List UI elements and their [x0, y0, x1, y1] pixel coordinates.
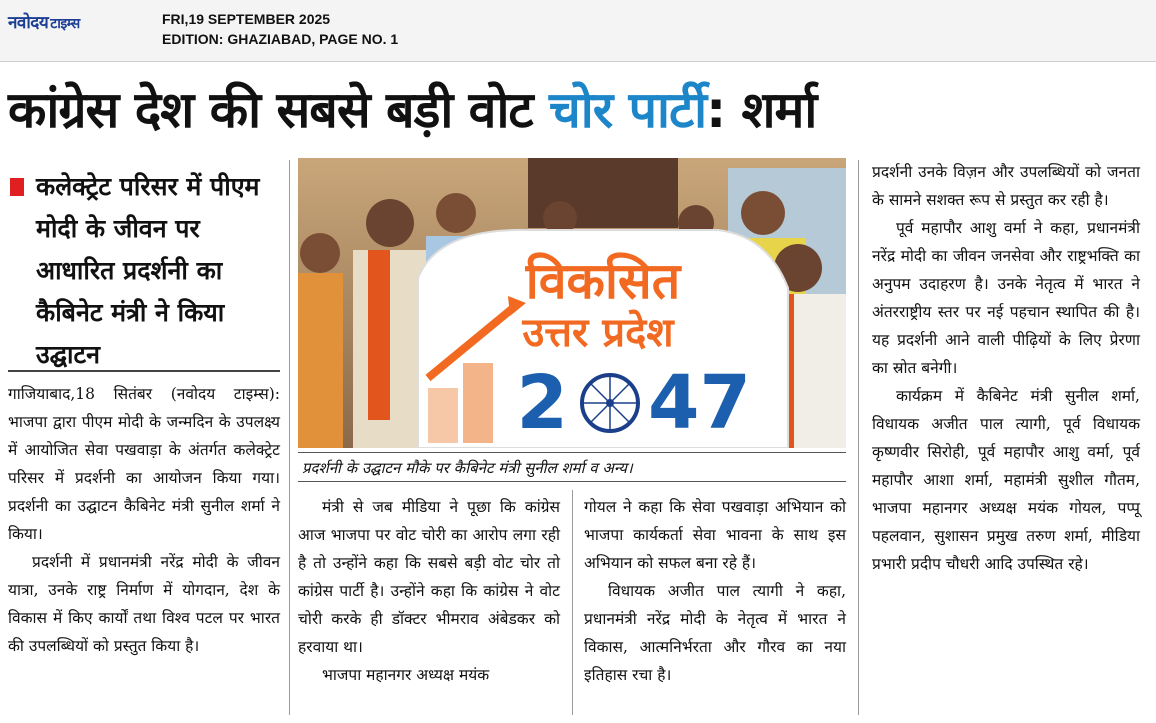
article-column-1: [8, 380, 280, 660]
logo-main-text: नवोदय: [8, 13, 49, 33]
banner-year-left: 2: [516, 360, 568, 446]
article-paragraph: विधायक अजीत पाल त्यागी ने कहा, प्रधानमंत्री नरेंद्र मोदी के नेतृत्व में भारत ने विकास, आत्मनिर्भरता और गौरव का नया इतिहास रचा है।: [584, 582, 846, 684]
article-column-4: [872, 158, 1140, 578]
edition-line: EDITION: GHAZIABAD, PAGE NO. 1: [162, 31, 399, 47]
subhead-divider: [8, 370, 280, 372]
article-paragraph: कार्यक्रम में कैबिनेट मंत्री सुनील शर्मा, विधायक अजीत पाल त्यागी, पूर्व विधायक कृष्णवीर सिरोही, पूर्व महापौर आशु वर्मा, पूर्व महापौर आशा शर्मा, महामंत्री सुशील गौतम, भाजपा महानगर अध्यक्ष मयंक गोयल, पप्पू पहलवान, सुशासन प्रमुख तरुण शर्मा, मीडिया प्रभारी प्रदीप चौधरी आदि उपस्थित रहे।: [872, 387, 1140, 573]
photo-caption: प्रदर्शनी के उद्घाटन मौके पर कैबिनेट मंत्री सुनील शर्मा व अन्य।: [298, 452, 846, 482]
banner-title-1: विकसित: [525, 252, 681, 310]
article-paragraph: भाजपा महानगर अध्यक्ष मयंक: [322, 666, 490, 684]
subheadline-box: [8, 160, 280, 370]
article-paragraph: गोयल ने कहा कि सेवा पखवाड़ा अभियान को भाजपा कार्यकर्ता सेवा भावना के साथ इस अभियान को सफल बना रहे हैं।: [584, 498, 846, 572]
article-paragraph: प्रदर्शनी में प्रधानमंत्री नरेंद्र मोदी के जीवन यात्रा, उनके राष्ट्र निर्माण में योगदान, देश के विकास में किए कार्यों तथा विश्व पटल पर भारत की उपलब्धियों को प्रस्तुत किया है।: [8, 553, 280, 655]
logo-sub-text: टाइम्स: [50, 16, 80, 32]
headline-accent: चोर पार्टी: [549, 81, 707, 139]
article-paragraph: प्रदर्शनी उनके विज़न और उपलब्धियों को जनता के सामने सशक्त रूप से प्रस्तुत कर रही है।: [872, 163, 1140, 209]
news-photo[interactable]: [298, 158, 846, 448]
vikasit-up-banner: [418, 230, 788, 448]
article-column-2: [298, 493, 560, 689]
article-column-3: [584, 493, 846, 689]
newspaper-logo[interactable]: [8, 10, 80, 33]
article-paragraph: गाजियाबाद,18 सितंबर (नवोदय टाइम्स): भाजपा द्वारा पीएम मोदी के जन्मदिन के उपलक्ष्य में आयोजित सेवा पखवाड़ा के अंतर्गत कलेक्ट्रेट परिसर में प्रदर्शनी का आयोजन किया गया। प्रदर्शनी का उद्घाटन कैबिनेट मंत्री सुनील शर्मा ने किया।: [8, 385, 280, 543]
article-paragraph: पूर्व महापौर आशु वर्मा ने कहा, प्रधानमंत्री नरेंद्र मोदी का जीवन जनसेवा और राष्ट्रभक्ति का अनुपम उदाहरण है। उनके नेतृत्व में भारत ने अंतरराष्ट्रीय स्तर पर नई पहचान स्थापित की है। यह प्रदर्शनी आने वाली पीढ़ियों के लिए प्रेरणा का स्रोत बनेगी।: [872, 219, 1140, 377]
edition-meta: [162, 9, 398, 49]
masthead-bar: [0, 0, 1156, 62]
banner-title-2: उत्तर प्रदेश: [522, 310, 674, 356]
column-divider: [858, 160, 859, 715]
headline-part-3: : शर्मा: [706, 81, 817, 139]
photo-illustration: [298, 158, 846, 448]
page-headline: [8, 70, 1148, 150]
column-divider: [572, 490, 573, 715]
subheadline: कलेक्ट्रेट परिसर में पीएम मोदी के जीवन पर आधारित प्रदर्शनी का कैबिनेट मंत्री ने किया उद्घाटन: [36, 172, 260, 369]
banner-year-right: 47: [648, 360, 751, 446]
date-line: FRI,19 SEPTEMBER 2025: [162, 11, 331, 27]
red-square-bullet-icon: [10, 178, 24, 196]
column-divider: [289, 160, 290, 715]
ashoka-chakra-icon: [582, 375, 638, 431]
headline-part-1: कांग्रेस देश की सबसे बड़ी वोट: [8, 81, 550, 139]
article-paragraph: मंत्री से जब मीडिया ने पूछा कि कांग्रेस आज भाजपा पर वोट चोरी का आरोप लगा रही है तो उन्होंने कहा कि सबसे बड़ी वोट चोर तो कांग्रेस पार्टी है। उन्होंने कहा कि कांग्रेस ने वोट चोरी करके ही डॉक्टर भीमराव अंबेडकर को हरवाया था।: [298, 498, 560, 656]
